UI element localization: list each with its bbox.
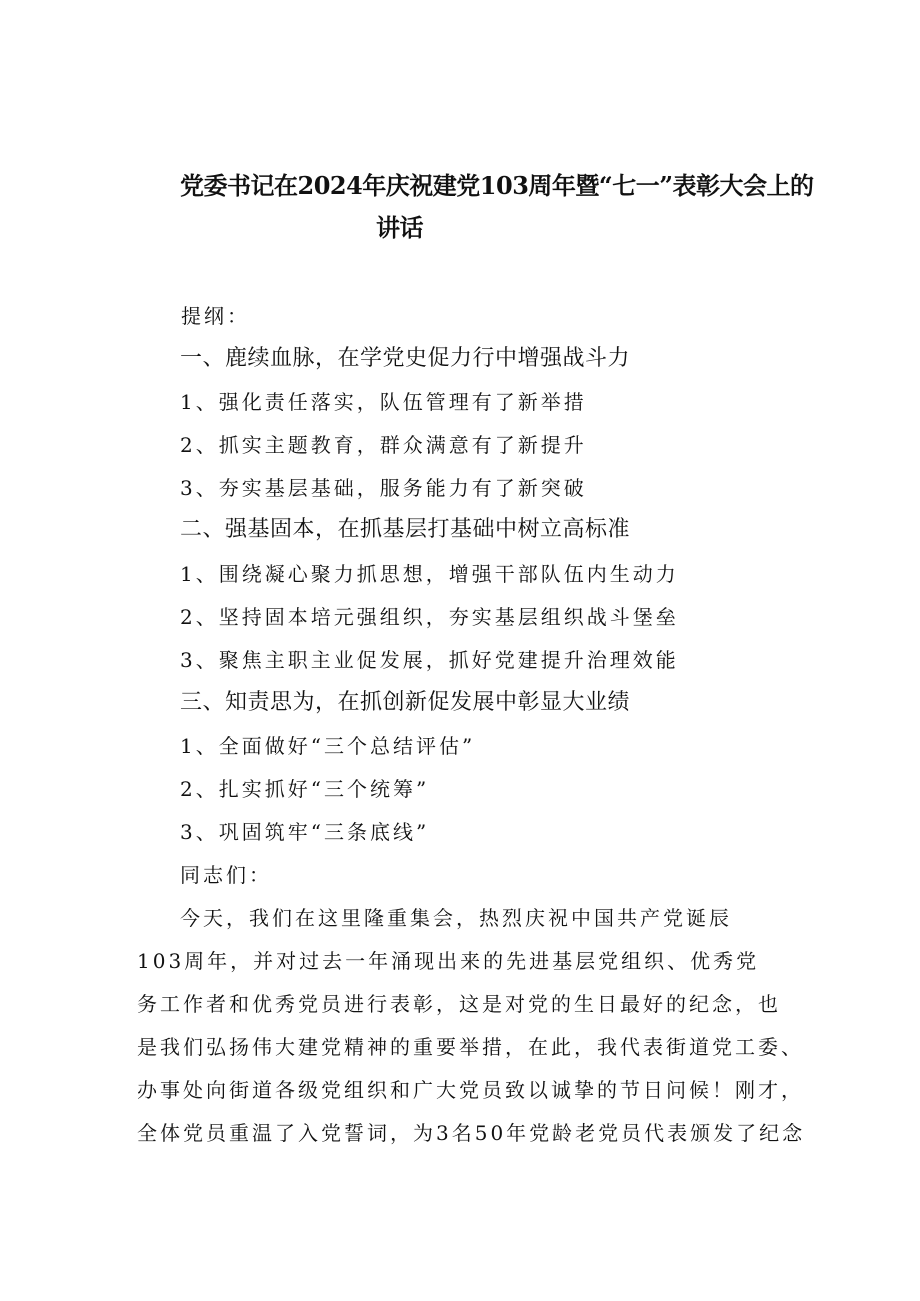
document-title (180, 165, 814, 249)
section-heading-3: 三、知责思为，在抓创新促发展中彰显大业绩 (180, 690, 631, 715)
section-1-item-2: 2、抓实主题教育，群众满意有了新提升 (180, 433, 587, 457)
section-heading-2: 二、强基固本，在抓基层打基础中树立高标准 (180, 517, 631, 542)
section-3-item-1: 1、全面做好“三个总结评估” (180, 734, 476, 758)
paragraph-line-3: 务工作者和优秀党员进行表彰，这是对党的生日最好的纪念，也 (137, 992, 781, 1016)
section-1-item-1: 1、强化责任落实，队伍管理有了新举措 (180, 390, 587, 414)
section-3-item-2: 2、扎实抓好“三个统筹” (180, 777, 430, 801)
title-line-2: 讲话 (376, 213, 423, 242)
section-2-item-2: 2、坚持固本培元强组织，夯实基层组织战斗堡垒 (180, 605, 679, 629)
outline-label: 提纲： (181, 304, 250, 328)
paragraph-line-6: 全体党员重温了入党誓词，为3名50年党龄老党员代表颁发了纪念 (137, 1121, 806, 1145)
paragraph-line-5: 办事处向街道各级党组织和广大党员致以诚挚的节日问候！刚才， (137, 1078, 804, 1102)
section-1-item-3: 3、夯实基层基础，服务能力有了新突破 (180, 476, 587, 500)
title-line-1: 党委书记在2024年庆祝建党103周年暨“七一”表彰大会上的 (180, 171, 814, 200)
paragraph-line-1: 今天，我们在这里隆重集会，热烈庆祝中国共产党诞辰 (180, 906, 732, 930)
paragraph-line-4: 是我们弘扬伟大建党精神的重要举措，在此，我代表街道党工委、 (137, 1035, 804, 1059)
section-3-item-3: 3、巩固筑牢“三条底线” (180, 820, 430, 844)
greeting: 同志们： (180, 863, 272, 887)
section-2-item-3: 3、聚焦主职主业促发展，抓好党建提升治理效能 (180, 648, 679, 672)
paragraph-line-2: 103周年，并对过去一年涌现出来的先进基层党组织、优秀党 (137, 949, 760, 973)
section-heading-1: 一、鹿续血脉，在学党史促力行中增强战斗力 (180, 346, 631, 371)
section-2-item-1: 1、围绕凝心聚力抓思想，增强干部队伍内生动力 (180, 562, 679, 586)
